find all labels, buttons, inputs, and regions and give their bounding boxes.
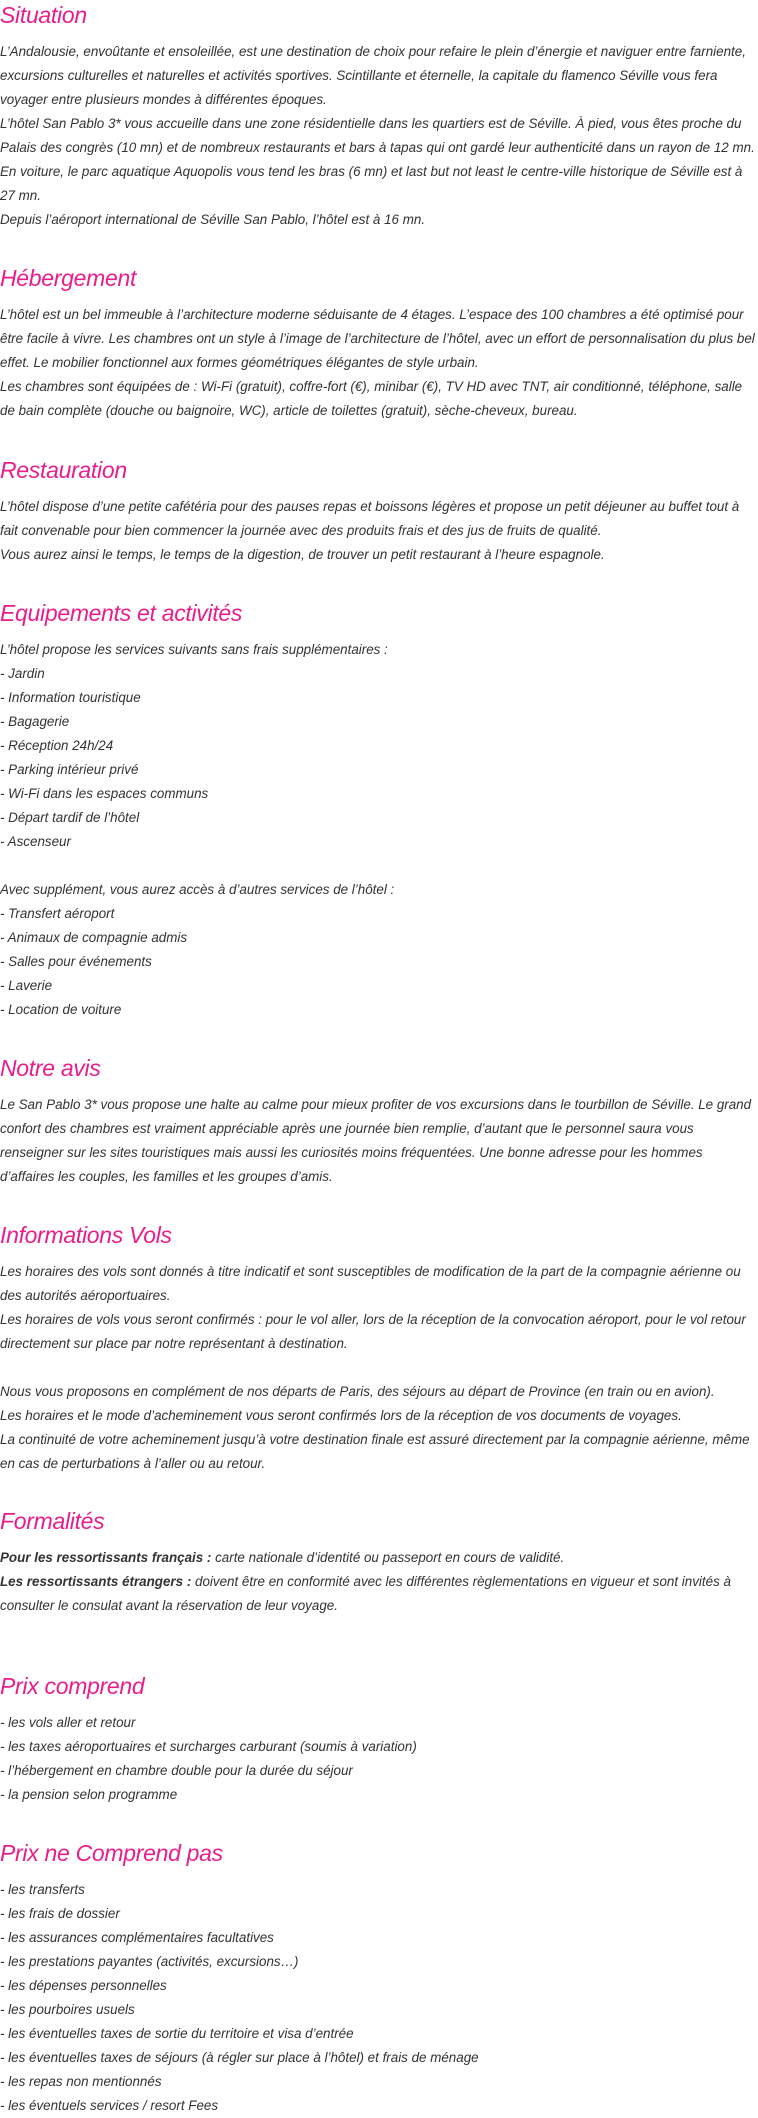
spacer	[0, 854, 758, 878]
heading-hebergement: Hébergement	[0, 265, 137, 291]
list-item: - les repas non mentionnés	[0, 2074, 162, 2089]
list-item: - les éventuelles taxes de séjours (à régler sur place à l’hôtel) et frais de ménage	[0, 2050, 479, 2065]
heading-restauration: Restauration	[0, 457, 127, 483]
paragraph: L’hôtel San Pablo 3* vous accueille dans une zone résidentielle dans les quartiers est de Séville. À pied, vous êtes proche du Palais des congrès (10 mn) et de nombreux restaurants et bars à tapas qui ont gardé leur authenticité dans un rayon de 12 mn. En voiture, le parc aquatique Aquopolis vous tend les bras (6 mn) et last but not least le centre-ville historique de Séville est à 27 mn.	[0, 116, 755, 203]
label-foreign-nationals: Les ressortissants étrangers :	[0, 1574, 192, 1589]
paragraph: Les horaires de vols vous seront confirmés : pour le vol aller, lors de la réception de la convocation aéroport, pour le vol retour directement sur place par notre représentant à destination.	[0, 1312, 746, 1351]
paragraph: L’Andalousie, envoûtante et ensoleillée, est une destination de choix pour refaire le plein d’énergie et naviguer entre farniente, excursions culturelles et naturelles et activités sportives. Scintillante et éternelle, la capitale du flamenco Séville vous fera voyager entre plusieurs mondes à différentes époques.	[0, 44, 746, 107]
formalites-body	[0, 1546, 758, 1618]
section-avis	[0, 1053, 758, 1189]
list-item: - l’hébergement en chambre double pour la durée du séjour	[0, 1763, 353, 1778]
list-item: - Animaux de compagnie admis	[0, 930, 188, 945]
paragraph: La continuité de votre acheminement jusqu’à votre destination finale est assuré directement par la compagnie aérienne, même en cas de perturbations à l’aller ou au retour.	[0, 1432, 750, 1471]
list-item: - Parking intérieur privé	[0, 762, 139, 777]
list-item: - les dépenses personnelles	[0, 1978, 167, 1993]
paragraph: Depuis l’aéroport international de Séville San Pablo, l’hôtel est à 16 mn.	[0, 212, 426, 227]
list-item: - Wi-Fi dans les espaces communs	[0, 786, 209, 801]
paragraph: Le San Pablo 3* vous propose une halte au calme pour mieux profiter de vos excursions dans le tourbillon de Séville. Le grand confort des chambres est vraiment appréciable après une journée bien remplie, d’autant que le personnel saura vous renseigner sur les sites touristiques mais aussi les curiosités moins fréquentées. Une bonne adresse pour les hommes d’affaires les couples, les familles et les groupes d’amis.	[0, 1097, 752, 1184]
situation-body	[0, 40, 758, 232]
list-item: - les éventuels services / resort Fees	[0, 2098, 219, 2113]
restauration-body	[0, 495, 758, 567]
heading-situation: Situation	[0, 2, 87, 28]
list-item: - les vols aller et retour	[0, 1715, 136, 1730]
list-item: - les pourboires usuels	[0, 2002, 135, 2017]
section-formalites	[0, 1506, 758, 1618]
spacer	[0, 1356, 758, 1380]
paragraph-french-nationals	[0, 1546, 758, 1570]
list-item: - les frais de dossier	[0, 1906, 120, 1921]
list-item: - la pension selon programme	[0, 1787, 178, 1802]
section-restauration	[0, 455, 758, 567]
list-item: - les éventuelles taxes de sortie du territoire et visa d’entrée	[0, 2026, 354, 2041]
list-item: - Ascenseur	[0, 834, 71, 849]
avis-body	[0, 1093, 758, 1189]
list-item: - les prestations payantes (activités, excursions…)	[0, 1954, 299, 1969]
paragraph: Vous aurez ainsi le temps, le temps de la digestion, de trouver un petit restaurant à l’heure espagnole.	[0, 547, 605, 562]
paragraph: Les horaires et le mode d’acheminement vous seront confirmés lors de la réception de vos documents de voyages.	[0, 1408, 682, 1423]
section-vols	[0, 1220, 758, 1476]
hebergement-body	[0, 303, 758, 423]
list-item: - Réception 24h/24	[0, 738, 114, 753]
section-prix-ne-comprend	[0, 1838, 758, 2118]
heading-avis: Notre avis	[0, 1055, 101, 1081]
label-french-nationals: Pour les ressortissants français :	[0, 1550, 212, 1565]
list-item: - Transfert aéroport	[0, 906, 115, 921]
list-item: - Départ tardif de l’hôtel	[0, 810, 140, 825]
paragraph: Nous vous proposons en complément de nos départs de Paris, des séjours au départ de Province (en train ou en avion).	[0, 1384, 715, 1399]
equipements-body	[0, 638, 758, 1022]
heading-equipements: Equipements et activités	[0, 600, 243, 626]
section-equipements	[0, 598, 758, 1022]
list-item: - Information touristique	[0, 690, 141, 705]
vols-body	[0, 1260, 758, 1476]
section-hebergement	[0, 263, 758, 423]
list-item: - Location de voiture	[0, 1002, 122, 1017]
list-item: - Laverie	[0, 978, 53, 993]
list-item: - Salles pour événements	[0, 954, 152, 969]
prix-ne-comprend-body	[0, 1878, 758, 2118]
heading-formalites: Formalités	[0, 1508, 105, 1534]
list-item: - les assurances complémentaires facultatives	[0, 1930, 274, 1945]
section-situation	[0, 0, 758, 232]
section-prix-comprend	[0, 1671, 758, 1807]
intro-free-services: L’hôtel propose les services suivants sans frais supplémentaires :	[0, 642, 388, 657]
paragraph-foreign-nationals	[0, 1570, 758, 1618]
list-item: - Jardin	[0, 666, 45, 681]
intro-paid-services: Avec supplément, vous aurez accès à d’autres services de l’hôtel :	[0, 882, 395, 897]
paragraph: L’hôtel dispose d’une petite cafétéria pour des pauses repas et boissons légères et propose un petit déjeuner au buffet tout à fait convenable pour bien commencer la journée avec des produits frais et des jus de fruits de qualité.	[0, 499, 740, 538]
paragraph: Les chambres sont équipées de : Wi-Fi (gratuit), coffre-fort (€), minibar (€), TV HD avec TNT, air conditionné, téléphone, salle de bain complète (douche ou baignoire, WC), article de toilettes (gratuit), sèche-cheveux, bureau.	[0, 379, 743, 418]
prix-comprend-body	[0, 1711, 758, 1807]
text-foreign-nationals: doivent être en conformité avec les différentes règlementations en vigueur et sont invités à consulter le consulat avant la réservation de leur voyage.	[0, 1574, 731, 1613]
paragraph: Les horaires des vols sont donnés à titre indicatif et sont susceptibles de modification de la part de la compagnie aérienne ou des autorités aéroportuaires.	[0, 1264, 741, 1303]
list-item: - les transferts	[0, 1882, 85, 1897]
text-french-nationals: carte nationale d’identité ou passeport en cours de validité.	[211, 1550, 565, 1565]
paragraph: L’hôtel est un bel immeuble à l’architecture moderne séduisante de 4 étages. L’espace des 100 chambres a été optimisé pour être facile à vivre. Les chambres ont un style à l’image de l’architecture de l’hôtel, avec un effort de personnalisation du plus bel effet. Le mobilier fonctionnel aux formes géométriques élégantes de style urbain.	[0, 307, 755, 370]
heading-prix-comprend: Prix comprend	[0, 1673, 145, 1699]
heading-vols: Informations Vols	[0, 1222, 172, 1248]
list-item: - les taxes aéroportuaires et surcharges carburant (soumis à variation)	[0, 1739, 417, 1754]
list-item: - Bagagerie	[0, 714, 70, 729]
heading-prix-ne-comprend: Prix ne Comprend pas	[0, 1840, 223, 1866]
